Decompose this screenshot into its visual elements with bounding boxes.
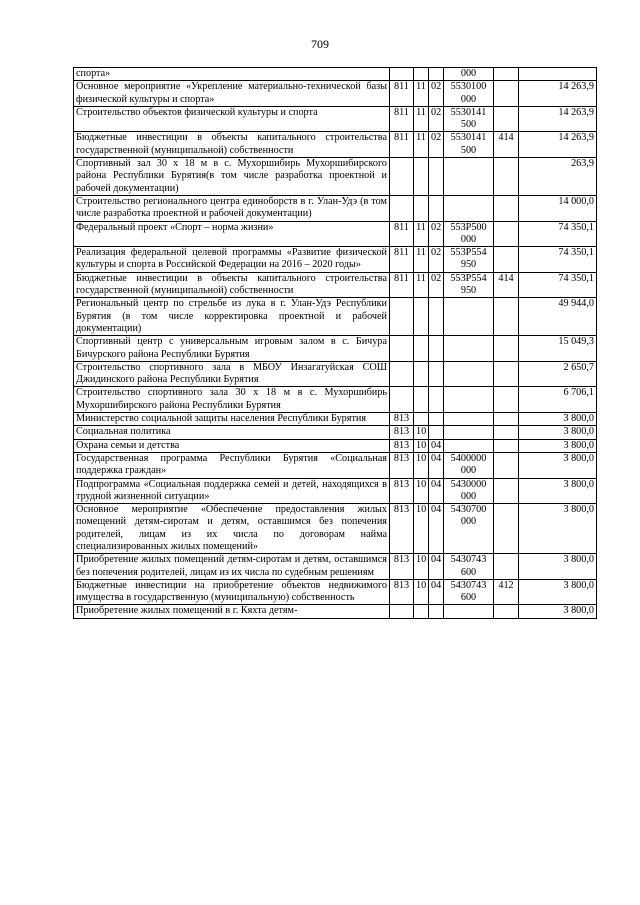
row-subsection-code: 02	[429, 272, 444, 298]
row-subsection-code: 02	[429, 81, 444, 107]
row-grbs-code: 813	[390, 554, 414, 580]
row-grbs-code	[390, 195, 414, 221]
row-grbs-code: 813	[390, 478, 414, 504]
row-target-article-code: 5530141 500	[444, 132, 494, 158]
row-subsection-code: 04	[429, 504, 444, 554]
row-subsection-code	[429, 413, 444, 426]
row-grbs-code: 813	[390, 439, 414, 452]
row-expense-type-code	[494, 605, 519, 618]
row-description: Бюджетные инвестиции в объекты капитального строительства государственной (муниципальной) собственности	[74, 132, 390, 158]
row-expense-type-code	[494, 68, 519, 81]
table-row	[74, 605, 597, 618]
row-expense-type-code	[494, 247, 519, 273]
row-description: Федеральный проект «Спорт – норма жизни»	[74, 221, 390, 247]
row-target-article-code: 5400000 000	[444, 452, 494, 478]
table-row	[74, 132, 597, 158]
row-section-code: 10	[414, 579, 429, 605]
row-section-code: 10	[414, 478, 429, 504]
row-section-code	[414, 413, 429, 426]
row-grbs-code: 811	[390, 247, 414, 273]
row-amount: 3 800,0	[519, 452, 597, 478]
row-grbs-code	[390, 336, 414, 362]
row-amount: 2 650,7	[519, 361, 597, 387]
row-subsection-code: 04	[429, 439, 444, 452]
row-amount: 14 263,9	[519, 81, 597, 107]
row-description: Основное мероприятие «Обеспечение предоставления жилых помещений детям-сиротам и детям, оставшимся без попечения родителей, лицам из их числа по договорам найма специализированных жилых помещений»	[74, 504, 390, 554]
table-row	[74, 272, 597, 298]
row-expense-type-code	[494, 195, 519, 221]
row-section-code	[414, 158, 429, 196]
table-row	[74, 554, 597, 580]
table-row	[74, 478, 597, 504]
row-target-article-code: 5530100 000	[444, 81, 494, 107]
row-target-article-code	[444, 361, 494, 387]
row-section-code: 11	[414, 132, 429, 158]
row-subsection-code: 04	[429, 579, 444, 605]
row-description: Приобретение жилых помещений в г. Кяхта детям-	[74, 605, 390, 618]
row-grbs-code: 813	[390, 426, 414, 439]
row-subsection-code	[429, 426, 444, 439]
row-description: Региональный центр по стрельбе из лука в г. Улан-Удэ Республики Бурятия (в том числе корректировка проектной и рабочей документации)	[74, 298, 390, 336]
row-grbs-code: 811	[390, 221, 414, 247]
row-section-code: 11	[414, 272, 429, 298]
row-expense-type-code	[494, 452, 519, 478]
row-amount: 3 800,0	[519, 426, 597, 439]
row-description: Государственная программа Республики Бурятия «Социальная поддержка граждан»	[74, 452, 390, 478]
row-amount: 14 263,9	[519, 106, 597, 132]
row-target-article-code	[444, 387, 494, 413]
row-grbs-code	[390, 605, 414, 618]
row-target-article-code: 553P554 950	[444, 272, 494, 298]
table-row	[74, 426, 597, 439]
row-section-code	[414, 298, 429, 336]
row-amount: 14 263,9	[519, 132, 597, 158]
row-description: Бюджетные инвестиции в объекты капитального строительства государственной (муниципальной) собственности	[74, 272, 390, 298]
row-section-code	[414, 361, 429, 387]
row-description: Строительство спортивного зала в МБОУ Инзагатуйская СОШ Джидинского района Республики Бурятия	[74, 361, 390, 387]
row-expense-type-code	[494, 298, 519, 336]
table-row	[74, 387, 597, 413]
table-row	[74, 439, 597, 452]
row-expense-type-code	[494, 426, 519, 439]
row-section-code	[414, 68, 429, 81]
row-grbs-code: 811	[390, 272, 414, 298]
row-expense-type-code	[494, 81, 519, 107]
row-target-article-code	[444, 439, 494, 452]
row-target-article-code	[444, 336, 494, 362]
row-expense-type-code	[494, 221, 519, 247]
row-target-article-code: 000	[444, 68, 494, 81]
table-row	[74, 81, 597, 107]
row-expense-type-code	[494, 504, 519, 554]
table-row	[74, 247, 597, 273]
page-number: 709	[311, 37, 329, 51]
row-subsection-code	[429, 361, 444, 387]
table-row	[74, 158, 597, 196]
row-subsection-code: 04	[429, 554, 444, 580]
row-subsection-code: 02	[429, 221, 444, 247]
row-target-article-code: 5430743 600	[444, 579, 494, 605]
row-expense-type-code	[494, 478, 519, 504]
table-row	[74, 336, 597, 362]
table-row	[74, 361, 597, 387]
row-amount: 3 800,0	[519, 579, 597, 605]
row-subsection-code: 02	[429, 106, 444, 132]
row-section-code: 11	[414, 81, 429, 107]
row-expense-type-code	[494, 158, 519, 196]
row-grbs-code: 811	[390, 81, 414, 107]
row-amount: 74 350,1	[519, 221, 597, 247]
row-amount: 3 800,0	[519, 413, 597, 426]
row-description: Основное мероприятие «Укрепление материально-технической базы физической культуры и спорта»	[74, 81, 390, 107]
row-target-article-code: 5430700 000	[444, 504, 494, 554]
row-amount: 15 049,3	[519, 336, 597, 362]
row-amount: 74 350,1	[519, 272, 597, 298]
row-expense-type-code	[494, 387, 519, 413]
row-description: Министерство социальной защиты населения Республики Бурятия	[74, 413, 390, 426]
row-section-code	[414, 195, 429, 221]
row-amount: 74 350,1	[519, 247, 597, 273]
table-row	[74, 298, 597, 336]
row-grbs-code: 811	[390, 106, 414, 132]
table-row	[74, 504, 597, 554]
row-grbs-code: 813	[390, 504, 414, 554]
table-row	[74, 579, 597, 605]
row-amount: 263,9	[519, 158, 597, 196]
row-grbs-code	[390, 68, 414, 81]
row-amount: 3 800,0	[519, 439, 597, 452]
row-target-article-code: 5530141 500	[444, 106, 494, 132]
row-grbs-code: 813	[390, 579, 414, 605]
row-subsection-code	[429, 336, 444, 362]
row-expense-type-code	[494, 336, 519, 362]
row-description: Охрана семьи и детства	[74, 439, 390, 452]
row-section-code: 10	[414, 426, 429, 439]
row-target-article-code: 5430000 000	[444, 478, 494, 504]
budget-table	[73, 67, 597, 619]
budget-table-body	[74, 68, 597, 619]
row-expense-type-code: 412	[494, 579, 519, 605]
row-description: Строительство объектов физической культуры и спорта	[74, 106, 390, 132]
row-target-article-code	[444, 298, 494, 336]
row-grbs-code	[390, 387, 414, 413]
row-amount: 49 944,0	[519, 298, 597, 336]
row-grbs-code: 811	[390, 132, 414, 158]
row-amount: 14 000,0	[519, 195, 597, 221]
row-description: Подпрограмма «Социальная поддержка семей и детей, находящихся в трудной жизненной ситуации»	[74, 478, 390, 504]
row-grbs-code	[390, 298, 414, 336]
row-section-code: 10	[414, 504, 429, 554]
row-section-code	[414, 387, 429, 413]
table-row	[74, 195, 597, 221]
row-section-code: 11	[414, 106, 429, 132]
row-target-article-code: 553P554 950	[444, 247, 494, 273]
row-description: Строительство спортивного зала 30 х 18 м в с. Мухоршибирь Мухоршибирского района Республики Бурятия	[74, 387, 390, 413]
row-expense-type-code	[494, 554, 519, 580]
row-amount	[519, 68, 597, 81]
row-grbs-code: 813	[390, 452, 414, 478]
row-subsection-code	[429, 195, 444, 221]
table-row	[74, 413, 597, 426]
row-amount: 3 800,0	[519, 478, 597, 504]
row-expense-type-code	[494, 361, 519, 387]
row-section-code: 11	[414, 247, 429, 273]
table-row	[74, 106, 597, 132]
row-description: Реализация федеральной целевой программы «Развитие физической культуры и спорта в Российской Федерации на 2016 – 2020 годы»	[74, 247, 390, 273]
row-section-code: 10	[414, 452, 429, 478]
row-description: Строительство регионального центра единоборств в г. Улан-Удэ (в том числе разработка проектной и рабочей документации)	[74, 195, 390, 221]
row-subsection-code: 04	[429, 452, 444, 478]
row-target-article-code: 5430743 600	[444, 554, 494, 580]
row-section-code: 11	[414, 221, 429, 247]
row-description: спорта»	[74, 68, 390, 81]
row-amount: 3 800,0	[519, 605, 597, 618]
row-subsection-code	[429, 387, 444, 413]
row-grbs-code	[390, 361, 414, 387]
row-expense-type-code: 414	[494, 272, 519, 298]
row-target-article-code	[444, 158, 494, 196]
row-target-article-code	[444, 413, 494, 426]
row-target-article-code	[444, 195, 494, 221]
row-expense-type-code	[494, 106, 519, 132]
row-grbs-code	[390, 158, 414, 196]
row-subsection-code	[429, 158, 444, 196]
row-subsection-code: 02	[429, 247, 444, 273]
row-subsection-code: 04	[429, 478, 444, 504]
row-target-article-code: 553P500 000	[444, 221, 494, 247]
row-amount: 3 800,0	[519, 504, 597, 554]
row-section-code: 10	[414, 439, 429, 452]
table-row	[74, 221, 597, 247]
row-section-code	[414, 336, 429, 362]
row-expense-type-code	[494, 413, 519, 426]
row-description: Спортивный зал 30 х 18 м в с. Мухоршибирь Мухоршибирского района Республики Бурятия(в том числе разработка проектной и рабочей документации)	[74, 158, 390, 196]
row-subsection-code: 02	[429, 132, 444, 158]
row-description: Бюджетные инвестиции на приобретение объектов недвижимого имущества в государственную (муниципальную) собственность	[74, 579, 390, 605]
row-subsection-code	[429, 298, 444, 336]
row-grbs-code: 813	[390, 413, 414, 426]
row-section-code	[414, 605, 429, 618]
row-subsection-code	[429, 68, 444, 81]
row-amount: 3 800,0	[519, 554, 597, 580]
row-target-article-code	[444, 605, 494, 618]
row-description: Приобретение жилых помещений детям-сиротам и детям, оставшимся без попечения родителей, лицам из их числа по судебным решениям	[74, 554, 390, 580]
row-target-article-code	[444, 426, 494, 439]
table-row	[74, 452, 597, 478]
row-expense-type-code	[494, 439, 519, 452]
table-row	[74, 68, 597, 81]
row-expense-type-code: 414	[494, 132, 519, 158]
row-amount: 6 706,1	[519, 387, 597, 413]
row-description: Спортивный центр с универсальным игровым залом в с. Бичура Бичурского района Республики Бурятия	[74, 336, 390, 362]
row-section-code: 10	[414, 554, 429, 580]
row-subsection-code	[429, 605, 444, 618]
row-description: Социальная политика	[74, 426, 390, 439]
